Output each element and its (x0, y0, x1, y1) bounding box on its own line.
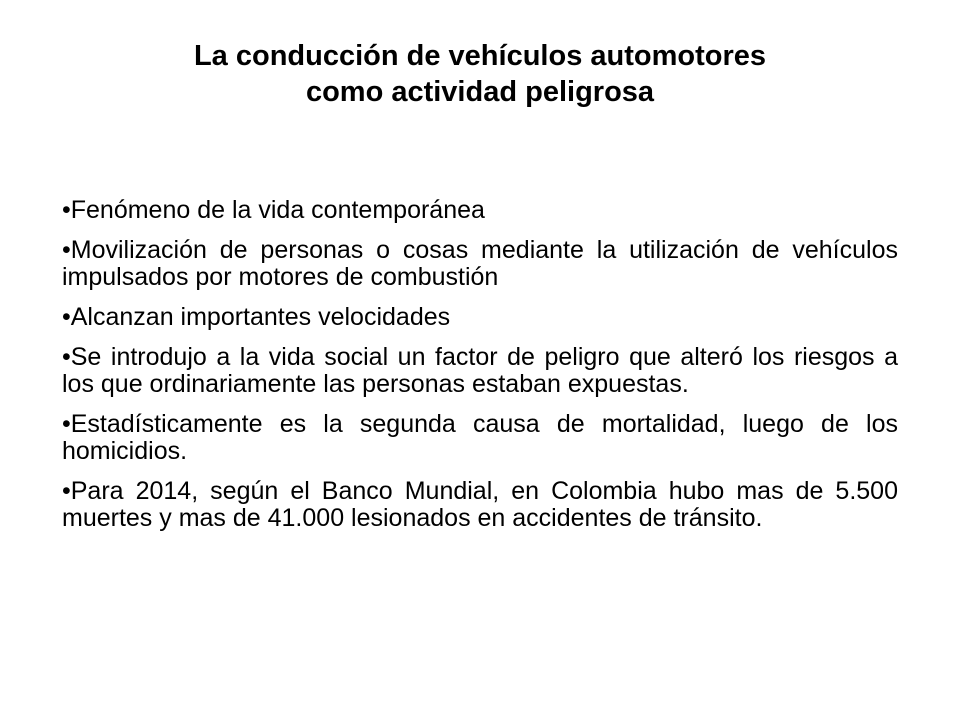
bullet-item-4: •Se introdujo a la vida social un factor de peligro que alteró los riesgos a los que ordinariamente las personas estaban expuestas. (62, 343, 898, 398)
bullet-item-1: •Fenómeno de la vida contemporánea (62, 196, 485, 224)
slide-title (60, 38, 900, 110)
slide-title-line-2: como actividad peligrosa (305, 76, 655, 108)
bullet-item-6: •Para 2014, según el Banco Mundial, en Colombia hubo mas de 5.500 muertes y mas de 41.000 lesionados en accidentes de tránsito. (62, 477, 898, 532)
bullet-item-3: •Alcanzan importantes velocidades (62, 303, 451, 331)
bullet-item-2: •Movilización de personas o cosas mediante la utilización de vehículos impulsados por motores de combustión (62, 236, 898, 291)
slide-title-line-1: La conducción de vehículos automotores (193, 40, 767, 72)
bullet-list (62, 197, 898, 545)
bullet-item-5: •Estadísticamente es la segunda causa de mortalidad, luego de los homicidios. (62, 410, 898, 465)
